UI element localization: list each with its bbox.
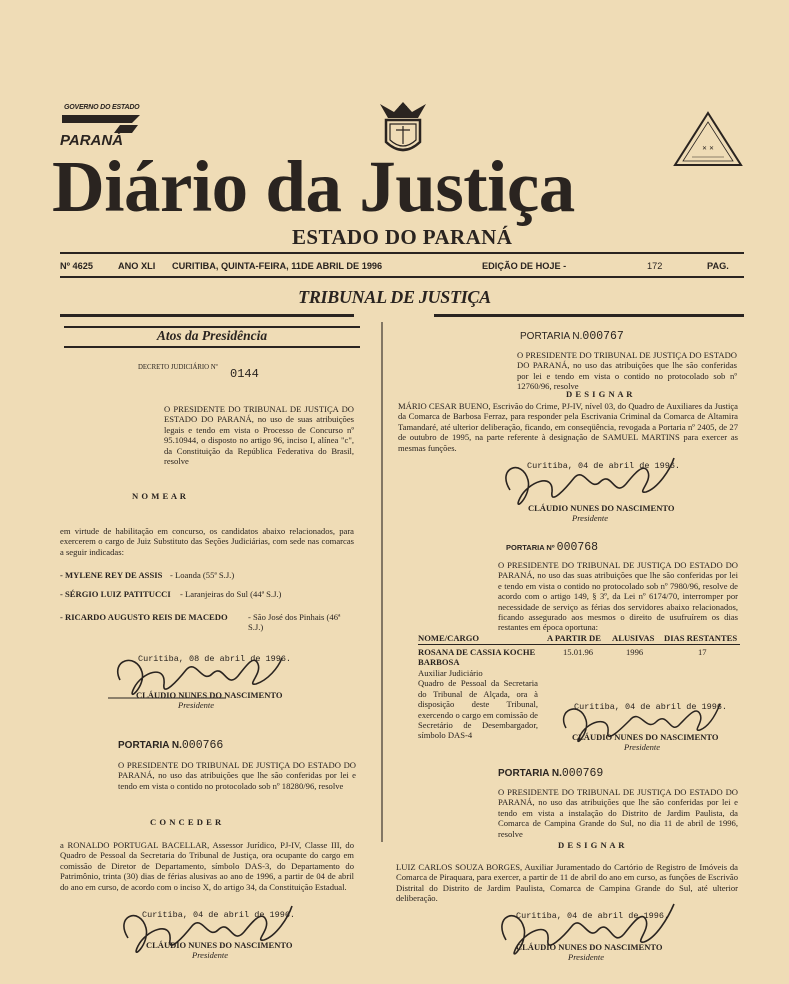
portaria-766-label-text: PORTARIA N.: [118, 740, 182, 751]
sig4-name-text: CLÁUDIO NUNES DO NASCIMENTO: [572, 732, 719, 742]
decreto-number: 0144: [230, 367, 259, 381]
portaria-769-label: [498, 767, 603, 780]
nomear-item-1-name: - MYLENE REY DE ASSIS: [60, 570, 163, 580]
portaria-769-intro: O PRESIDENTE DO TRIBUNAL DE JUSTIÇA DO ESTADO DO PARANÁ, no uso das atribuições que lhe são conferidas por lei e tendo em vista a instalação do Distrito de Jardim Paulista, da Comarca de Campina Grande do Sul, no dia 11 de abril de 1996, resolve: [498, 787, 738, 839]
sig2-name: [146, 940, 293, 960]
sig5-name: [516, 942, 663, 962]
nomear-item-2-name: - SÉRGIO LUIZ PATITUCCI: [60, 589, 171, 599]
sig2-role: Presidente: [192, 950, 229, 960]
portaria-769-label-text: PORTARIA N.: [498, 768, 562, 779]
nomear-item-3-location: - São José dos Pinhais (46ª S.J.): [248, 612, 341, 633]
sig4-date: Curitiba, 04 de abril de 1996.: [574, 702, 728, 712]
nomear-item-3-name: - RICARDO AUGUSTO REIS DE MACEDO: [60, 612, 228, 622]
designar2-heading: D E S I G N A R: [558, 840, 625, 850]
sig1-name-text: CLÁUDIO NUNES DO NASCIMENTO: [136, 690, 283, 700]
issue-year: ANO XLI: [118, 261, 156, 271]
sig3-name: [528, 503, 675, 523]
nomear-heading: N O M E A R: [132, 491, 187, 501]
table-header-name: NOME/CARGO: [418, 633, 480, 643]
portaria-768-label-text: PORTARIA Nº: [506, 543, 555, 552]
sig5-name-text: CLÁUDIO NUNES DO NASCIMENTO: [516, 942, 663, 952]
sig4-role: Presidente: [624, 742, 661, 752]
portaria-766-label: [118, 739, 223, 752]
nomear-item-1-loc: - Loanda (55ª S.J.): [170, 570, 235, 580]
table-row-days: 17: [698, 647, 707, 657]
portaria-766-number: 000766: [181, 739, 224, 752]
section-rule-left: [60, 314, 354, 317]
portaria-767-text: MÁRIO CESAR BUENO, Escrivão do Crime, PJ-IV, nível 03, do Quadro de Auxiliares da Justiça da Comarca de Barbosa Ferraz, para responder pela Escrivania Criminal da Comarca de Altamira Tamandaré, até ulterior deliberação, ficando, em conseqüência, revogada a Portaria nº 2405, de 27 de outubro de 1995, na parte referente à designação de SAMUEL MARTINS para exercer as mesmas funções.: [398, 401, 738, 453]
svg-text:✕ ✕: ✕ ✕: [702, 145, 714, 152]
issue-pag: PAG.: [707, 261, 729, 271]
table-row-year: 1996: [626, 647, 644, 657]
sig2-date: Curitiba, 04 de abril de 1996.: [142, 910, 296, 920]
sig3-role: Presidente: [572, 513, 609, 523]
designar-heading: D E S I G N A R: [566, 389, 633, 399]
table-row-name: ROSANA DE CASSIA KOCHE BARBOSA: [418, 647, 536, 668]
issue-number: Nº 4625: [60, 261, 93, 271]
sig2-name-text: CLÁUDIO NUNES DO NASCIMENTO: [146, 940, 293, 950]
column-divider: [381, 322, 383, 842]
section-rule-right: [434, 314, 744, 317]
table-row-from: 15.01.96: [563, 647, 594, 657]
masthead-title: Diário da Justiça: [52, 146, 575, 227]
sig1-date: Curitiba, 08 de abril de 1996.: [138, 654, 292, 664]
portaria-768-number: 000768: [556, 541, 599, 554]
nomear-text: em virtude de habilitação em concurso, os candidatos abaixo relacionados, para exercerem o cargo de Juiz Substituto das Seções Judiciárias, com sede nas comarcas a seguir indicadas:: [60, 526, 354, 557]
masthead-subtitle: ESTADO DO PARANÁ: [292, 225, 513, 249]
decreto-label: DECRETO JUDICIÁRIO Nº: [138, 364, 218, 371]
issue-edition: EDIÇÃO DE HOJE -: [482, 261, 567, 271]
portaria-768-label: [506, 541, 598, 554]
masthead-rule-bottom: [60, 276, 744, 278]
sig4-name: [572, 732, 719, 752]
conceder-heading: C O N C E D E R: [150, 817, 222, 827]
sig3-name-text: CLÁUDIO NUNES DO NASCIMENTO: [528, 503, 675, 513]
portaria-769-text: LUIZ CARLOS SOUZA BORGES, Auxiliar Juramentado do Cartório de Registro de Imóveis da Comarca de Piraquara, para exercer, a partir de 11 de abril do ano em curso, as funções de Escrivão Distrital do Distrito de Jardim Paulista, Comarca de Campina Grande do Sul, até ulterior deliberação.: [396, 862, 738, 904]
sig5-role: Presidente: [568, 952, 605, 962]
portaria-767-number: 000767: [582, 330, 624, 343]
portaria-767-label: [520, 330, 624, 343]
portaria-766-intro: O PRESIDENTE DO TRIBUNAL DE JUSTIÇA DO ESTADO DO PARANÁ, no uso das atribuições que lhe são conferidas por lei e tendo em vista o contido no protocolado sob nº 18280/96, resolve: [118, 760, 356, 791]
portaria-768-text: O PRESIDENTE DO TRIBUNAL DE JUSTIÇA DO ESTADO DO PARANÁ, no uso das suas atribuições que lhe são conferidas por lei e tendo em vista o contido no protocolado sob nº 7980/96, resolve de acordo com o artigo 149, § 3º, da Lei nº 6174/70, interromper por necessidade de serviço as férias dos servidores abaixo relacionados, ficando assegurado aos mesmos o direito de usufruírem os dias restantes em época oportuna:: [498, 560, 738, 633]
decreto-intro: O PRESIDENTE DO TRIBUNAL DE JUSTIÇA DO ESTADO DO PARANÁ, no uso de suas atribuições legais e tendo em vista o Processo de Concurso nº 95.10944, o disposto no artigo 96, inciso I, alínea "c", da Constituição da República Federativa do Brasil, resolve: [164, 404, 354, 467]
table-header-days: DIAS RESTANTES: [664, 633, 738, 643]
masthead-rule-top: [60, 252, 744, 254]
sig5-date: Curitiba, 04 de abril de 1996.: [516, 911, 670, 921]
sig1-role: Presidente: [178, 700, 215, 710]
gov-line: GOVERNO DO ESTADO: [64, 104, 140, 111]
issue-pages: 172: [647, 261, 663, 271]
issue-date: CURITIBA, QUINTA-FEIRA, 11DE ABRIL DE 1996: [172, 261, 383, 271]
portaria-767-label-text: PORTARIA N.: [520, 331, 583, 342]
section-title: TRIBUNAL DE JUSTIÇA: [298, 287, 491, 307]
box-rule-bottom: [64, 346, 360, 348]
table-row-desc: Auxiliar Judiciário Quadro de Pessoal da Secretaria do Tribunal de Alçada, ora à disposição deste Tribunal, exercendo o cargo em comissão de Secretário de Desembargador, símbolo DAS-4: [418, 668, 538, 741]
portaria-769-number: 000769: [561, 767, 604, 780]
sig3-date: Curitiba, 04 de abril de 1996.: [527, 461, 681, 471]
issue-line: [60, 261, 750, 273]
nomear-item-2-location: - Laranjeiras do Sul (44ª S.J.): [180, 589, 282, 599]
portaria-767-intro: O PRESIDENTE DO TRIBUNAL DE JUSTIÇA DO ESTADO DO PARANÁ, no uso das atribuições que lhe são conferidas por lei e tendo em vista o contido no protocolado sob nº 12760/96, resolve: [517, 350, 737, 392]
parana-logo-text: PARANÁ: [60, 132, 124, 149]
table-header-from: A PARTIR DE: [547, 633, 601, 643]
table-header-rule: [418, 644, 740, 645]
box-title: Atos da Presidência: [156, 328, 268, 343]
conceder-text: a RONALDO PORTUGAL BACELLAR, Assessor Jurídico, PJ-IV, Classe III, do Quadro de Pessoal da Secretaria do Tribunal de Justiça, ora ocupante do cargo em comissão de Diretor de Departamento, símbolo DAS-3, do Departamento do Patrimônio, trinta (30) dias de férias alusivas ao ano de 1996, a partir de 04 de abril do ano em curso, de acordo com o inciso X, do artigo 34, da Constituição Estadual.: [60, 840, 354, 892]
table-header-year: ALUSIVAS: [612, 633, 655, 643]
sig1-name: [136, 690, 283, 710]
